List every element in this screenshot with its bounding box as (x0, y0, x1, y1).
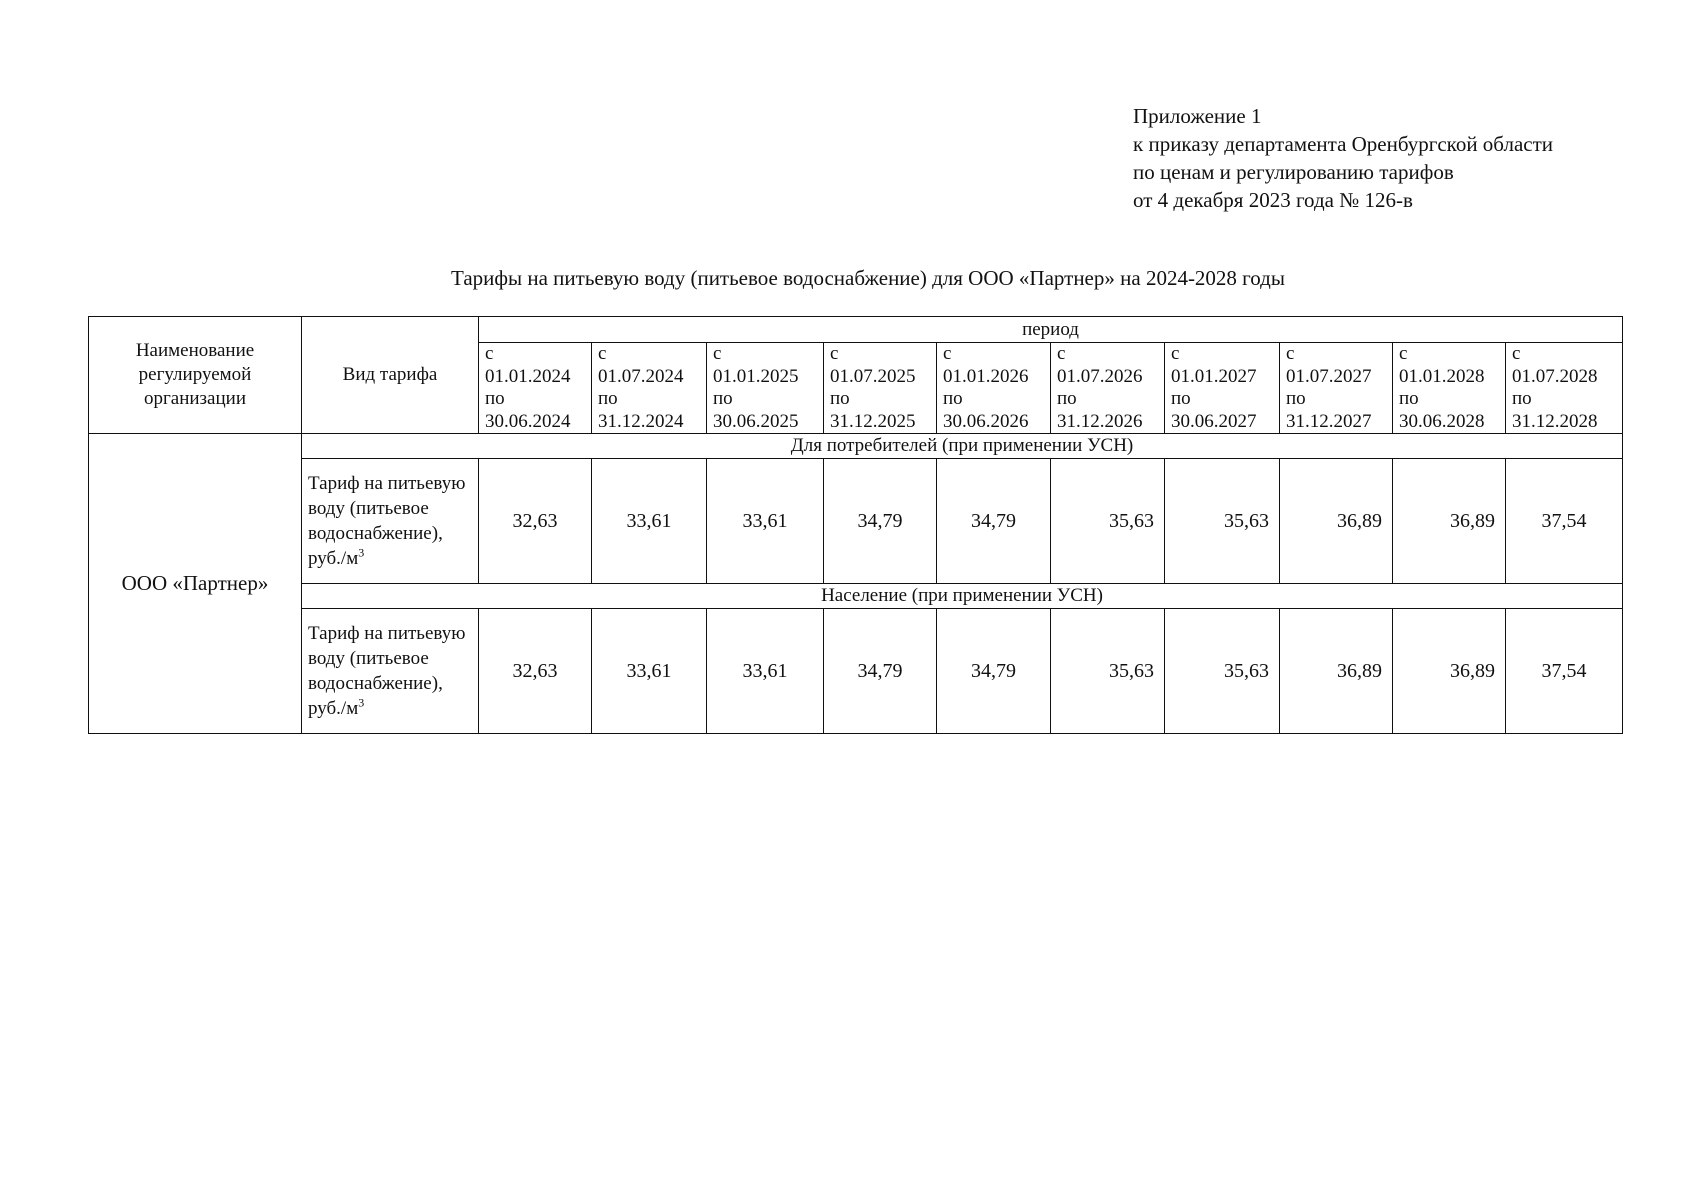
document-title: Тарифы на питьевую воду (питьевое водоснабжение) для ООО «Партнер» на 2024-2028 годы (451, 266, 1285, 290)
annex-line-2: к приказу департамента Оренбургской области (1133, 132, 1553, 156)
period-date-cell (1165, 343, 1280, 434)
organization-name: ООО «Партнер» (89, 434, 302, 734)
period-from: 01.01.2026 (943, 365, 1029, 387)
tariff-value-cell: 34,79 (824, 459, 937, 584)
period-from: 01.07.2024 (598, 365, 684, 387)
tariff-value-cell: 32,63 (479, 459, 592, 584)
period-to-prefix: по (830, 388, 850, 409)
period-date-cell (479, 343, 592, 434)
period-from: 01.07.2028 (1512, 365, 1598, 387)
tariff-row (89, 459, 1623, 584)
period-date-cell (1280, 343, 1393, 434)
period-from: 01.01.2024 (485, 365, 571, 387)
tariff-value-cell: 34,79 (937, 459, 1051, 584)
period-date-cell (824, 343, 937, 434)
org-column-header: Наименование регулируемой организации (89, 317, 302, 434)
period-date-cell (1393, 343, 1506, 434)
tariff-value-cell: 35,63 (1165, 609, 1280, 734)
period-to-prefix: по (1286, 388, 1306, 409)
period-from: 01.07.2025 (830, 365, 916, 387)
period-from: 01.07.2027 (1286, 365, 1372, 387)
period-to-prefix: по (713, 388, 733, 409)
tariff-value-cell: 34,79 (824, 609, 937, 734)
annex-line-1: Приложение 1 (1133, 104, 1262, 128)
period-date-cell (1506, 343, 1623, 434)
period-date-cell (707, 343, 824, 434)
period-to: 30.06.2025 (713, 410, 799, 432)
period-to-prefix: по (485, 388, 505, 409)
period-from: 01.07.2026 (1057, 365, 1143, 387)
tariff-value-cell: 35,63 (1051, 459, 1165, 584)
period-to: 31.12.2027 (1286, 410, 1372, 432)
tariff-value-cell: 36,89 (1280, 609, 1393, 734)
period-from-prefix: с (1057, 343, 1066, 364)
period-from-prefix: с (1399, 343, 1408, 364)
period-to: 31.12.2028 (1512, 410, 1598, 432)
period-header: период (479, 317, 1623, 343)
tariff-value-cell: 33,61 (592, 609, 707, 734)
period-to: 30.06.2024 (485, 410, 571, 432)
period-to: 30.06.2026 (943, 410, 1029, 432)
period-to-prefix: по (598, 388, 618, 409)
tariff-value-cell: 33,61 (707, 609, 824, 734)
tariff-value-cell: 36,89 (1280, 459, 1393, 584)
tariff-value-cell: 37,54 (1506, 609, 1623, 734)
tariff-value-cell: 36,89 (1393, 459, 1506, 584)
tariff-value-cell: 35,63 (1165, 459, 1280, 584)
annex-block (1133, 102, 1553, 214)
period-from-prefix: с (713, 343, 722, 364)
header-row-period (89, 317, 1623, 343)
tariff-value-cell: 33,61 (707, 459, 824, 584)
period-from: 01.01.2025 (713, 365, 799, 387)
period-from-prefix: с (485, 343, 494, 364)
period-from-prefix: с (1171, 343, 1180, 364)
period-to-prefix: по (1171, 388, 1191, 409)
period-from-prefix: с (1286, 343, 1295, 364)
tariff-value-cell: 32,63 (479, 609, 592, 734)
annex-line-4: от 4 декабря 2023 года № 126-в (1133, 188, 1413, 212)
tariff-value-cell: 34,79 (937, 609, 1051, 734)
period-to: 31.12.2024 (598, 410, 684, 432)
period-from-prefix: с (830, 343, 839, 364)
period-from: 01.01.2028 (1399, 365, 1485, 387)
period-date-cell (592, 343, 707, 434)
period-date-cell (1051, 343, 1165, 434)
period-to: 30.06.2027 (1171, 410, 1257, 432)
section-heading: Население (при применении УСН) (302, 584, 1623, 609)
tariff-name: Тариф на питьевую воду (питьевое водоснабжение), $руб./м^3$ (302, 609, 479, 734)
period-to-prefix: по (1057, 388, 1077, 409)
period-date-cell (937, 343, 1051, 434)
period-to: 31.12.2026 (1057, 410, 1143, 432)
period-from-prefix: с (1512, 343, 1521, 364)
period-from-prefix: с (943, 343, 952, 364)
period-to-prefix: по (943, 388, 963, 409)
section-row (89, 584, 1623, 609)
tariff-value-cell: 37,54 (1506, 459, 1623, 584)
period-to-prefix: по (1512, 388, 1532, 409)
tariff-value-cell: 33,61 (592, 459, 707, 584)
tariff-name: Тариф на питьевую воду (питьевое водоснабжение), $руб./м^3$ (302, 459, 479, 584)
tariff-type-column-header: Вид тарифа (302, 317, 479, 434)
annex-line-3: по ценам и регулированию тарифов (1133, 160, 1454, 184)
period-from: 01.01.2027 (1171, 365, 1257, 387)
section-row (89, 434, 1623, 459)
tariff-row (89, 609, 1623, 734)
period-to: 30.06.2028 (1399, 410, 1485, 432)
section-heading: Для потребителей (при применении УСН) (302, 434, 1623, 459)
tariff-table (88, 316, 1623, 734)
tariff-value-cell: 35,63 (1051, 609, 1165, 734)
period-from-prefix: с (598, 343, 607, 364)
period-to-prefix: по (1399, 388, 1419, 409)
period-to: 31.12.2025 (830, 410, 916, 432)
tariff-value-cell: 36,89 (1393, 609, 1506, 734)
